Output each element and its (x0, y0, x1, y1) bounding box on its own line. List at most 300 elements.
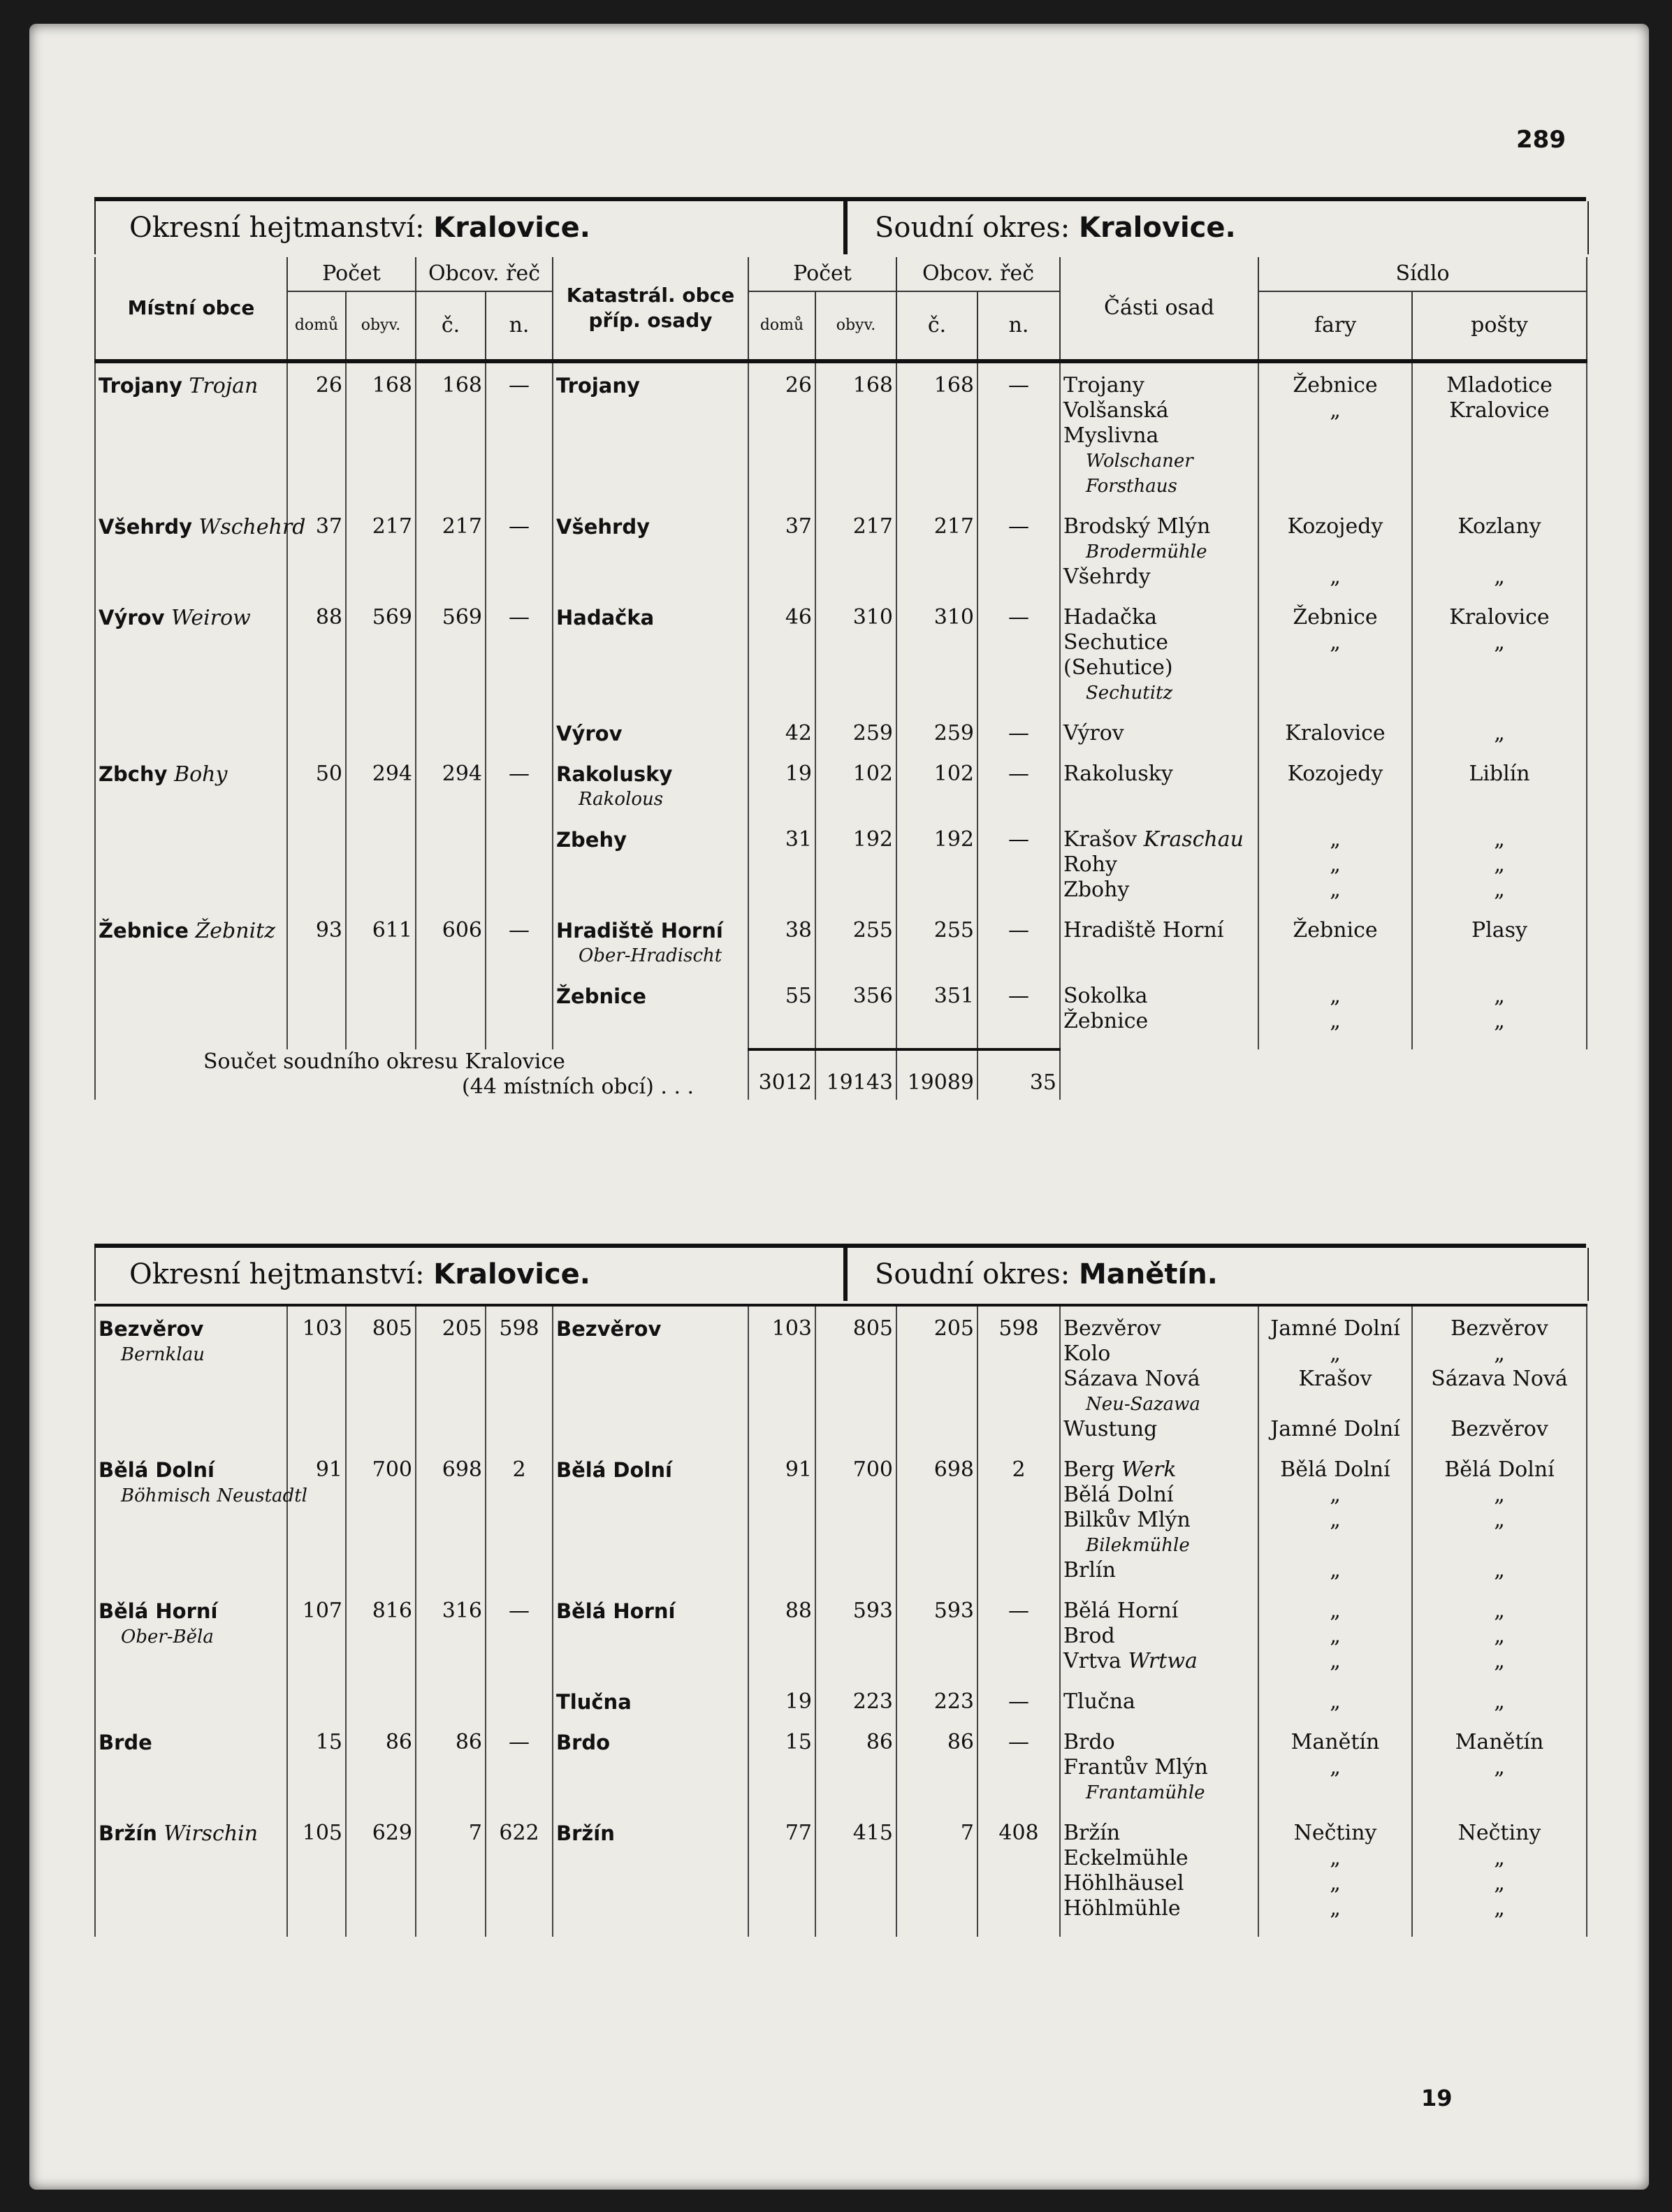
posta: „ (1494, 878, 1505, 902)
obec-german-name: Wirschin (157, 1821, 259, 1846)
fara: „ (1330, 1624, 1341, 1648)
osada-name: Vrtva (1063, 1649, 1121, 1673)
table-row (95, 1599, 1587, 1689)
col-obcov-rec: Obcov. řeč (416, 257, 553, 291)
posta: Sázava Nová (1431, 1367, 1568, 1391)
hejtmanstvi (129, 1248, 590, 1301)
fara: Kozojedy (1287, 762, 1383, 786)
sidlo-posty (1412, 1457, 1587, 1599)
sidlo-posty (1412, 361, 1587, 514)
obec-nemecky (486, 984, 553, 1049)
osada (1063, 1649, 1255, 1674)
col-n: n. (977, 291, 1060, 361)
osada (1063, 474, 1255, 499)
katastr-name: Výrov (556, 722, 623, 745)
osada (1063, 514, 1255, 539)
obec-obyv: 294 (346, 762, 416, 827)
sidlo-posty (1412, 762, 1587, 827)
osada-name: Trojany (1063, 373, 1144, 398)
osada (1063, 630, 1255, 655)
obec-obyv (346, 827, 416, 918)
obec-german-name: Žebnitz (188, 919, 276, 943)
sum-row (95, 1049, 1587, 1100)
sidlo-fary (1258, 827, 1412, 918)
katastralni-obec (553, 1821, 748, 1937)
sum-nemecky: 35 (977, 1049, 1060, 1100)
katastr-nemecky: — (977, 827, 1060, 918)
fara: „ (1330, 630, 1341, 655)
casti-osad (1060, 1305, 1258, 1457)
posta (1416, 1392, 1583, 1417)
fara: Žebnice (1293, 918, 1378, 943)
osada-name: Krašov (1063, 827, 1137, 852)
obec-domu: 50 (287, 762, 346, 827)
osada-name: Žebnice (1063, 1009, 1149, 1033)
obec-domu (287, 1689, 346, 1730)
katastr-name: Bezvěrov (556, 1317, 662, 1341)
col-c: č. (416, 291, 486, 361)
katastr-obyv: 415 (815, 1821, 896, 1937)
osada-german-name: Wolschaner (1086, 451, 1193, 472)
sum-label-line2: (44 místních obcí) . . . (462, 1075, 695, 1099)
obec-obyv: 805 (346, 1305, 416, 1457)
osada (1063, 605, 1255, 630)
obec-german-name: Weirow (164, 606, 251, 630)
obec-cesky: 569 (416, 605, 486, 721)
fara: „ (1330, 827, 1341, 852)
katastr-cesky: 593 (896, 1599, 977, 1689)
obec-german-name: Böhmisch Neustadtl (121, 1485, 307, 1506)
col-mistni-obce: Místní obce (95, 257, 287, 361)
obec-domu: 103 (287, 1305, 346, 1457)
katastr-name: Zbehy (556, 828, 627, 852)
obec-domu: 26 (287, 361, 346, 514)
okres-value: Manětín. (1078, 1258, 1218, 1290)
posta: „ (1494, 1755, 1505, 1780)
mistni-obec (95, 827, 287, 918)
posta: Liblín (1469, 762, 1530, 786)
katastr-nemecky: — (977, 1689, 1060, 1730)
osada (1063, 1533, 1255, 1558)
osada (1063, 1508, 1255, 1533)
katastr-nemecky: — (977, 1730, 1060, 1821)
katastr-obyv: 102 (815, 762, 896, 827)
osada-name: Wustung (1063, 1417, 1158, 1441)
osada (1063, 1341, 1255, 1367)
obec-cesky: 86 (416, 1730, 486, 1821)
katastr-domu: 19 (748, 1689, 815, 1730)
col-pocet: Počet (287, 257, 416, 291)
obec-german-name: Wschehrd (191, 515, 306, 539)
posta: Plasy (1471, 918, 1528, 943)
osada (1063, 565, 1255, 590)
sum-label-line1: Součet soudního okresu Kralovice (203, 1049, 565, 1074)
osada (1063, 1316, 1255, 1341)
posta: Bělá Dolní (1444, 1457, 1555, 1482)
fara: „ (1330, 1896, 1341, 1921)
katastralni-obec (553, 762, 748, 827)
fara: Kralovice (1285, 721, 1386, 745)
sidlo-posty (1412, 1599, 1587, 1689)
casti-osad (1060, 984, 1258, 1049)
katastralni-obec (553, 984, 748, 1049)
page (29, 24, 1649, 2190)
osada (1063, 539, 1255, 565)
obec-name: Brde (99, 1731, 152, 1754)
katastr-domu: 77 (748, 1821, 815, 1937)
posta: „ (1494, 565, 1505, 589)
sidlo-fary (1258, 514, 1412, 605)
osada-name: Bilkův Mlýn (1063, 1508, 1191, 1532)
katastralni-obec (553, 514, 748, 605)
table-row (95, 361, 1587, 514)
hejt-label: Okresní hejtmanství: (129, 1258, 425, 1290)
sidlo-fary (1258, 762, 1412, 827)
osada (1063, 878, 1255, 903)
posta: Bezvěrov (1451, 1316, 1548, 1341)
table-row (95, 721, 1587, 762)
osada (1063, 423, 1255, 449)
obec-nemecky: — (486, 605, 553, 721)
katastr-domu: 38 (748, 918, 815, 984)
obec-domu (287, 827, 346, 918)
katastralni-obec (553, 1689, 748, 1730)
obec-obyv: 700 (346, 1457, 416, 1599)
sidlo-fary (1258, 918, 1412, 984)
fara: „ (1330, 984, 1341, 1008)
osada-name: Eckelmühle (1063, 1846, 1188, 1870)
table-row (95, 514, 1587, 605)
table-row (95, 1305, 1587, 1457)
footer-number: 19 (1421, 2085, 1453, 2111)
osada-name: Rakolusky (1063, 762, 1173, 786)
obec-cesky: 217 (416, 514, 486, 605)
katastr-nemecky: 598 (977, 1305, 1060, 1457)
col-n: n. (486, 291, 553, 361)
table-row (95, 1730, 1587, 1821)
katastr-cesky: 698 (896, 1457, 977, 1599)
katastr-obyv: 192 (815, 827, 896, 918)
sum-cesky: 19089 (896, 1049, 977, 1100)
osada-name: Volšanská (1063, 398, 1169, 423)
mistni-obec (95, 605, 287, 721)
osada-name: Bezvěrov (1063, 1316, 1161, 1341)
osada (1063, 1821, 1255, 1846)
col-sidlo: Sídlo (1258, 257, 1587, 291)
osada (1063, 1871, 1255, 1896)
obec-nemecky: — (486, 514, 553, 605)
katastr-name: Všehrdy (556, 515, 650, 539)
casti-osad (1060, 1821, 1258, 1937)
posta: Bezvěrov (1451, 1417, 1548, 1441)
fara: „ (1330, 1871, 1341, 1896)
obec-obyv (346, 984, 416, 1049)
katastralni-obec (553, 918, 748, 984)
mistni-obec (95, 1730, 287, 1821)
fara: Žebnice (1293, 605, 1378, 630)
sidlo-fary (1258, 984, 1412, 1049)
obec-cesky: 698 (416, 1457, 486, 1599)
table-header (95, 257, 1587, 361)
sidlo-fary (1258, 1821, 1412, 1937)
katastralni-obec (553, 827, 748, 918)
obec-nemecky: 2 (486, 1457, 553, 1599)
casti-osad (1060, 721, 1258, 762)
katastr-name: Hadačka (556, 606, 655, 630)
obec-nemecky: — (486, 361, 553, 514)
table-kralovice (94, 257, 1587, 1100)
osada-german-name: Brodermühle (1086, 541, 1207, 562)
mistni-obec (95, 514, 306, 605)
osada-name: Bělá Dolní (1063, 1483, 1174, 1507)
katastr-obyv: 700 (815, 1457, 896, 1599)
obec-domu: 88 (287, 605, 346, 721)
fara: „ (1330, 1846, 1341, 1870)
col-posty: pošty (1412, 291, 1587, 361)
osada-name: Kolo (1063, 1341, 1111, 1366)
obec-domu: 37 (287, 514, 346, 605)
posta: „ (1494, 1896, 1505, 1921)
obec-cesky (416, 827, 486, 918)
osada (1063, 681, 1255, 706)
posta: „ (1494, 1599, 1505, 1623)
col-katastr: Katastrál. obce příp. osady (553, 257, 748, 361)
table-row (95, 762, 1587, 827)
katastr-domu: 103 (748, 1305, 815, 1457)
katastr-nemecky: 2 (977, 1457, 1060, 1599)
obec-name: Bělá Dolní (99, 1458, 215, 1482)
katastr-obyv: 805 (815, 1305, 896, 1457)
katastr-name: Bělá Horní (556, 1599, 676, 1623)
fara: „ (1330, 1599, 1341, 1623)
osada-name: Brod (1063, 1624, 1115, 1648)
sidlo-posty (1412, 918, 1587, 984)
osada-name: Rohy (1063, 852, 1117, 877)
posta: „ (1494, 852, 1505, 877)
katastr-domu: 15 (748, 1730, 815, 1821)
katastr-domu: 88 (748, 1599, 815, 1689)
posta: „ (1494, 1624, 1505, 1648)
fara: „ (1330, 1508, 1341, 1532)
osada (1063, 827, 1255, 852)
fara: Nečtiny (1293, 1821, 1377, 1845)
table-row (95, 984, 1587, 1049)
obec-obyv: 168 (346, 361, 416, 514)
katastr-cesky: 259 (896, 721, 977, 762)
fara (1262, 539, 1409, 565)
osada (1063, 1367, 1255, 1392)
katastr-nemecky: — (977, 721, 1060, 762)
katastr-obyv: 86 (815, 1730, 896, 1821)
obec-cesky: 7 (416, 1821, 486, 1937)
katastr-nemecky: — (977, 918, 1060, 984)
obec-cesky (416, 1689, 486, 1730)
katastr-domu: 37 (748, 514, 815, 605)
osada (1063, 918, 1255, 943)
osada-name: Sechutice (1063, 630, 1168, 655)
col-obyv: obyv. (815, 291, 896, 361)
obec-domu (287, 721, 346, 762)
sidlo-fary (1258, 721, 1412, 762)
katastr-cesky: 351 (896, 984, 977, 1049)
sidlo-posty (1412, 1689, 1587, 1730)
posta: Kralovice (1449, 605, 1550, 630)
mistni-obec (95, 1689, 287, 1730)
katastr-german-name: Ober-Hradischt (579, 945, 722, 966)
obec-cesky: 316 (416, 1599, 486, 1689)
osada (1063, 1624, 1255, 1649)
katastr-nemecky: — (977, 514, 1060, 605)
katastr-nemecky: 408 (977, 1821, 1060, 1937)
katastr-domu: 19 (748, 762, 815, 827)
table-row (95, 1457, 1587, 1599)
posta: „ (1494, 827, 1505, 852)
katastr-nemecky: — (977, 984, 1060, 1049)
katastralni-obec (553, 721, 748, 762)
katastr-obyv: 168 (815, 361, 896, 514)
fara: Jamné Dolní (1270, 1417, 1400, 1441)
fara: Manětín (1291, 1730, 1380, 1754)
fara (1262, 1392, 1409, 1417)
obec-german-name: Bohy (167, 762, 228, 787)
osada-german-name: Forsthaus (1086, 476, 1177, 497)
katastr-domu: 55 (748, 984, 815, 1049)
katastr-cesky: 102 (896, 762, 977, 827)
obec-cesky: 205 (416, 1305, 486, 1457)
katastr-cesky: 7 (896, 1821, 977, 1937)
obec-domu (287, 984, 346, 1049)
obec-name: Bělá Horní (99, 1599, 218, 1623)
sidlo-fary (1258, 1457, 1412, 1599)
katastr-cesky: 223 (896, 1689, 977, 1730)
katastr-cesky: 217 (896, 514, 977, 605)
table-manetin (94, 1304, 1587, 1937)
katastr-domu: 91 (748, 1457, 815, 1599)
katastr-domu: 42 (748, 721, 815, 762)
sum-domu: 3012 (748, 1049, 815, 1100)
katastr-nemecky: — (977, 605, 1060, 721)
obec-name: Bržín (99, 1821, 157, 1845)
osada-name: Bržín (1063, 1821, 1121, 1845)
fara: „ (1330, 852, 1341, 877)
fara: „ (1330, 1558, 1341, 1582)
posta: „ (1494, 1689, 1505, 1714)
fara: „ (1330, 565, 1341, 589)
okres-value: Kralovice. (1078, 212, 1236, 244)
osada-name: Tlučna (1063, 1689, 1135, 1714)
posta: Manětín (1455, 1730, 1544, 1754)
osada-german-name: Werk (1114, 1457, 1177, 1482)
sum-label (95, 1049, 748, 1100)
obec-nemecky: 598 (486, 1305, 553, 1457)
section-header (94, 1248, 1589, 1301)
casti-osad (1060, 1599, 1258, 1689)
obec-obyv (346, 721, 416, 762)
casti-osad (1060, 1730, 1258, 1821)
osada-name: (Sehutice) (1063, 655, 1173, 680)
obec-cesky: 294 (416, 762, 486, 827)
osada (1063, 1392, 1255, 1417)
osada (1063, 1599, 1255, 1624)
fara: „ (1330, 1483, 1341, 1507)
osada-german-name: Bilekmühle (1086, 1535, 1190, 1556)
osada (1063, 449, 1255, 474)
katastr-german-name: Rakolous (579, 789, 664, 810)
osada (1063, 1558, 1255, 1583)
osada-name: Všehrdy (1063, 565, 1151, 589)
sidlo-fary (1258, 1689, 1412, 1730)
obec-name: Žebnice (99, 919, 189, 943)
mistni-obec (95, 1599, 287, 1689)
katastr-nemecky: — (977, 361, 1060, 514)
obec-cesky: 606 (416, 918, 486, 984)
obec-obyv: 629 (346, 1821, 416, 1937)
sidlo-posty (1412, 1821, 1587, 1937)
mistni-obec (95, 721, 287, 762)
fara (1262, 1533, 1409, 1558)
katastr-nemecky: — (977, 762, 1060, 827)
katastr-name: Tlučna (556, 1690, 632, 1714)
casti-osad (1060, 1689, 1258, 1730)
posta: „ (1494, 1483, 1505, 1507)
osada (1063, 1689, 1255, 1715)
osada (1063, 1896, 1255, 1921)
katastr-name: Trojany (556, 374, 640, 398)
table-row (95, 605, 1587, 721)
sidlo-fary (1258, 1305, 1412, 1457)
osada-name: Brlín (1063, 1558, 1116, 1582)
fara: Žebnice (1293, 373, 1378, 398)
obec-nemecky: — (486, 762, 553, 827)
sidlo-fary (1258, 605, 1412, 721)
obec-nemecky: — (486, 918, 553, 984)
col-casti-osad: Části osad (1060, 257, 1258, 361)
obec-name: Výrov (99, 606, 165, 630)
obec-nemecky: — (486, 1730, 553, 1821)
sidlo-posty (1412, 984, 1587, 1049)
osada (1063, 1009, 1255, 1034)
katastr-cesky: 192 (896, 827, 977, 918)
katastr-domu: 26 (748, 361, 815, 514)
katastr-name: Bržín (556, 1821, 615, 1845)
casti-osad (1060, 605, 1258, 721)
obec-cesky (416, 984, 486, 1049)
osada-name: Sázava Nová (1063, 1367, 1200, 1391)
osada-german-name: Kraschau (1137, 827, 1244, 852)
osada-name: Výrov (1063, 721, 1124, 745)
osada (1063, 1457, 1255, 1483)
posta: Nečtiny (1457, 1821, 1541, 1845)
posta: „ (1494, 984, 1505, 1008)
osada-name: Höhlhäusel (1063, 1871, 1184, 1896)
col-c: č. (896, 291, 977, 361)
mistni-obec (95, 361, 287, 514)
empty-cell (1060, 1049, 1258, 1100)
sidlo-fary (1258, 1599, 1412, 1689)
obec-nemecky: — (486, 1599, 553, 1689)
osada-name: Höhlmühle (1063, 1896, 1181, 1921)
obec-german-name: Ober-Běla (121, 1627, 214, 1647)
fara: „ (1330, 1689, 1341, 1714)
sidlo-posty (1412, 827, 1587, 918)
mistni-obec (95, 1821, 287, 1937)
table-row (95, 1689, 1587, 1730)
osada-name: Frantův Mlýn (1063, 1755, 1208, 1780)
osada (1063, 1730, 1255, 1755)
posta: „ (1494, 630, 1505, 655)
katastr-domu: 46 (748, 605, 815, 721)
fara: Kozojedy (1287, 514, 1383, 539)
